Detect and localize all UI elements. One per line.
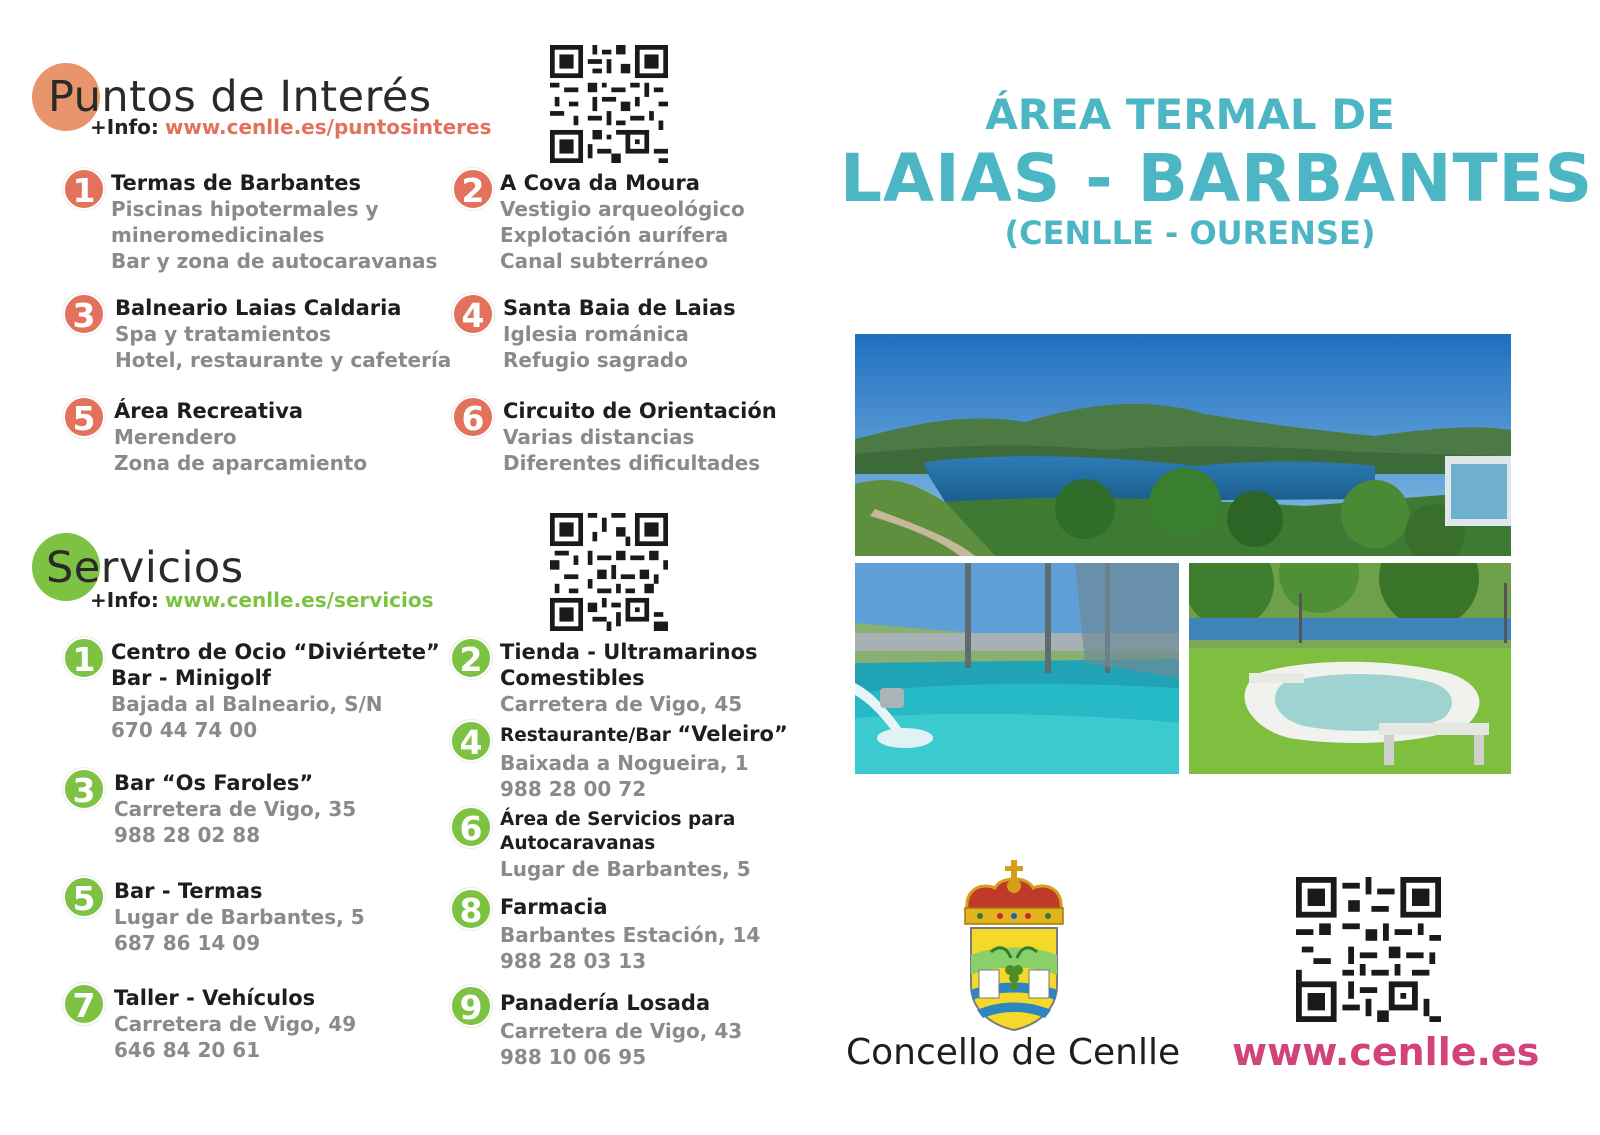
service-item-phone: 670 44 74 00	[111, 718, 258, 742]
service-item-body	[500, 639, 758, 717]
poi-item-line: Refugio sagrado	[503, 348, 688, 372]
outdoor-pool-photo	[1189, 563, 1511, 774]
cover-title-line3: (CENLLE - OURENSE)	[1004, 214, 1376, 252]
service-item-title: Farmacia	[500, 895, 608, 919]
service-item-body	[114, 770, 356, 848]
service-item-address: Carretera de Vigo, 45	[500, 692, 743, 716]
service-item-title-b: “Veleiro”	[677, 722, 788, 746]
service-item-phone: 687 86 14 09	[114, 931, 261, 955]
poi-item-body	[114, 398, 367, 476]
poi-number-badge: 3	[63, 293, 105, 335]
service-item-phone: 988 28 03 13	[500, 949, 647, 973]
service-number-badge: 2	[450, 637, 492, 679]
poi-item-title: Balneario Laias Caldaria	[115, 296, 402, 320]
service-item-phone: 988 28 00 72	[500, 777, 647, 801]
poi-item-line: Iglesia románica	[503, 322, 689, 346]
panorama-photo	[855, 334, 1511, 556]
service-item-title: Área de Servicios para	[500, 809, 736, 830]
service-number-badge: 9	[450, 985, 492, 1027]
service-item-phone: 988 28 02 88	[114, 823, 261, 847]
services-info	[90, 588, 434, 612]
service-item-body	[500, 808, 751, 882]
poi-item-body	[503, 295, 736, 373]
service-item-title: Taller - Vehículos	[114, 986, 316, 1010]
poi-item-line: Explotación aurífera	[500, 223, 729, 247]
service-item-address: Barbantes Estación, 14	[500, 923, 761, 947]
service-number-badge: 8	[450, 888, 492, 930]
poi-item-line: mineromedicinales	[111, 223, 325, 247]
poi-item-line: Diferentes dificultades	[503, 451, 761, 475]
service-item-address: Lugar de Barbantes, 5	[500, 857, 751, 881]
poi-item-line: Spa y tratamientos	[115, 322, 331, 346]
cover-title-line1: ÁREA TERMAL DE	[985, 90, 1395, 139]
service-item-subtitle: Bar - Minigolf	[111, 666, 271, 690]
service-item-address: Carretera de Vigo, 49	[114, 1012, 357, 1036]
service-item-address: Carretera de Vigo, 43	[500, 1019, 743, 1043]
services-qr-code	[550, 513, 668, 631]
poi-number-badge: 5	[63, 396, 105, 438]
service-item-body	[111, 639, 440, 743]
service-item-body	[500, 894, 760, 974]
poi-item-line: Piscinas hipotermales y	[111, 197, 379, 221]
poi-info-label: +Info:	[90, 115, 159, 139]
website-qr-code	[1296, 877, 1441, 1022]
cover-title-line2: LAIAS - BARBANTES	[840, 140, 1594, 217]
service-item-title: Tienda - Ultramarinos	[500, 640, 758, 664]
council-name: Concello de Cenlle	[846, 1032, 1181, 1073]
service-item-body	[500, 990, 742, 1070]
service-item-body	[114, 985, 356, 1063]
service-item-body	[114, 878, 365, 956]
poi-item-line: Zona de aparcamiento	[114, 451, 368, 475]
poi-item-title: A Cova da Moura	[500, 171, 700, 195]
service-number-badge: 4	[450, 720, 492, 762]
poi-number-badge: 2	[452, 168, 494, 210]
service-item-subtitle: Comestibles	[500, 666, 645, 690]
poi-item-title: Área Recreativa	[114, 399, 304, 423]
service-item-title: Panadería Losada	[500, 991, 711, 1015]
service-item-address: Lugar de Barbantes, 5	[114, 905, 365, 929]
service-item-subtitle: Autocaravanas	[500, 833, 656, 854]
pool-photo	[855, 563, 1179, 774]
poi-item-line: Varias distancias	[503, 425, 695, 449]
poi-item-title: Santa Baia de Laias	[503, 296, 736, 320]
website-link[interactable]: www.cenlle.es	[1232, 1030, 1540, 1074]
poi-item-line: Merendero	[114, 425, 237, 449]
poi-heading: Puntos de Interés	[48, 72, 432, 122]
service-item-phone: 988 10 06 95	[500, 1045, 647, 1069]
poi-item-body	[500, 170, 745, 274]
service-item-title: Bar “Os Faroles”	[114, 771, 314, 795]
poi-item-body	[503, 398, 777, 476]
service-item-address: Bajada al Balneario, S/N	[111, 692, 383, 716]
poi-qr-code	[550, 45, 668, 163]
poi-item-line: Bar y zona de autocaravanas	[111, 249, 438, 273]
poi-item-line: Vestigio arqueológico	[500, 197, 745, 221]
poi-item-title: Termas de Barbantes	[111, 171, 362, 195]
service-item-address: Baixada a Nogueira, 1	[500, 751, 749, 775]
poi-item-body	[111, 170, 437, 274]
service-item-title	[500, 722, 788, 748]
poi-item-title: Circuito de Orientación	[503, 399, 777, 423]
poi-info-link[interactable]: www.cenlle.es/puntosinteres	[164, 115, 492, 139]
poi-info	[90, 115, 492, 139]
service-item-title: Centro de Ocio “Diviértete”	[111, 640, 440, 664]
service-item-title: Bar - Termas	[114, 879, 263, 903]
poi-number-badge: 1	[63, 168, 105, 210]
service-number-badge: 1	[63, 637, 105, 679]
poi-item-line: Canal subterráneo	[500, 249, 709, 273]
service-number-badge: 3	[63, 768, 105, 810]
services-heading: Servicios	[46, 543, 244, 593]
service-number-badge: 7	[63, 983, 105, 1025]
service-number-badge: 5	[63, 876, 105, 918]
poi-number-badge: 6	[452, 396, 494, 438]
service-item-title-a: Restaurante/Bar	[500, 725, 671, 746]
services-info-link[interactable]: www.cenlle.es/servicios	[164, 588, 434, 612]
poi-item-line: Hotel, restaurante y cafetería	[115, 348, 452, 372]
service-item-body	[500, 722, 788, 802]
service-item-phone: 646 84 20 61	[114, 1038, 261, 1062]
poi-number-badge: 4	[452, 293, 494, 335]
coat-of-arms-logo	[955, 860, 1073, 1035]
service-number-badge: 6	[450, 806, 492, 848]
poi-item-body	[115, 295, 451, 373]
service-item-address: Carretera de Vigo, 35	[114, 797, 357, 821]
services-info-label: +Info:	[90, 588, 159, 612]
